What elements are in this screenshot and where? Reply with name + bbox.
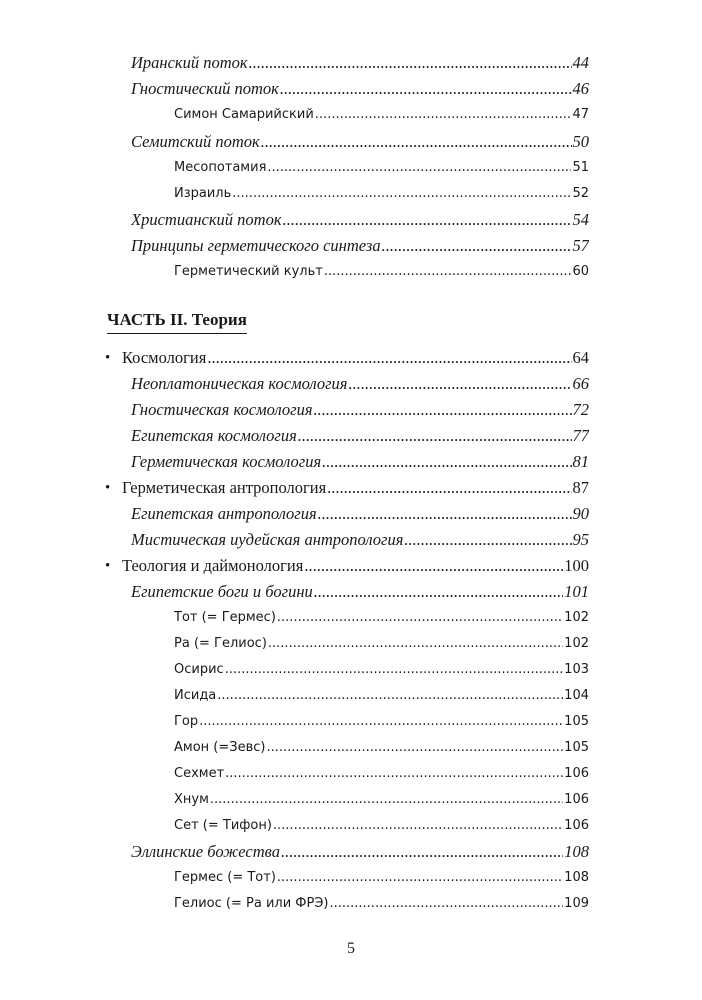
toc-entry <box>131 400 589 420</box>
toc-entry <box>131 582 589 602</box>
toc-entry-label: Гермес (= Тот) <box>174 870 276 885</box>
leader-dots <box>232 186 571 201</box>
toc-entry-page: 46 <box>572 79 589 98</box>
toc-entry-page: 54 <box>572 210 589 229</box>
toc-entry <box>131 530 589 550</box>
toc-entry-label: Месопотамия <box>174 160 267 175</box>
toc-entry <box>131 452 589 472</box>
leader-dots <box>249 53 572 73</box>
toc-entry-label: Семитский поток <box>131 132 260 151</box>
leader-dots <box>329 896 563 911</box>
toc-subentry <box>174 186 589 201</box>
toc-entry-page: 106 <box>564 818 589 833</box>
toc-entry-label: Гностический поток <box>131 79 279 98</box>
leader-dots <box>199 714 563 729</box>
leader-dots <box>314 400 572 420</box>
toc-entry-page: 66 <box>572 374 589 393</box>
toc-entry-page: 105 <box>564 740 589 755</box>
leader-dots <box>261 132 572 152</box>
toc-entry-label: Герметическая антропология <box>122 478 327 497</box>
toc-subentry <box>174 792 589 807</box>
leader-dots <box>404 530 571 550</box>
part-heading: ЧАСТЬ II. Теория <box>107 310 247 334</box>
toc-entry-label: Египетская антропология <box>131 504 317 523</box>
toc-subentry <box>174 160 589 175</box>
toc-entry-page: 47 <box>572 107 589 122</box>
toc-entry-label: Амон (=Зевс) <box>174 740 266 755</box>
leader-dots <box>225 766 563 781</box>
toc-subentry <box>174 636 589 651</box>
toc-subentry <box>174 688 589 703</box>
leader-dots <box>315 107 572 122</box>
toc-entry-page: 100 <box>564 556 589 575</box>
leader-dots <box>210 792 563 807</box>
toc-entry-label: Ра (= Гелиос) <box>174 636 267 651</box>
toc-entry-label: Гностическая космология <box>131 400 313 419</box>
toc-entry-page: 64 <box>572 348 589 367</box>
toc-entry-label: Иранский поток <box>131 53 248 72</box>
toc-entry <box>131 79 589 99</box>
toc-subentry <box>174 714 589 729</box>
toc-entry-page: 104 <box>564 688 589 703</box>
toc-entry-label: Египетские боги и богини <box>131 582 313 601</box>
toc-entry-label: Израиль <box>174 186 232 201</box>
leader-dots <box>280 79 572 99</box>
toc-entry-page: 95 <box>572 530 589 549</box>
toc-entry <box>131 504 589 524</box>
toc-entry-page: 72 <box>572 400 589 419</box>
toc-entry-label: Неоплатоническая космология <box>131 374 348 393</box>
toc-entry-page: 102 <box>564 610 589 625</box>
toc-entry <box>131 210 589 230</box>
toc-entry-page: 77 <box>572 426 589 445</box>
toc-subentry <box>174 264 589 279</box>
toc-subentry <box>174 107 589 122</box>
toc-entry <box>131 374 589 394</box>
toc-entry-page: 51 <box>572 160 589 175</box>
leader-dots <box>217 688 563 703</box>
toc-subentry <box>174 818 589 833</box>
toc-subentry <box>174 896 589 911</box>
toc-entry-page: 57 <box>572 236 589 255</box>
toc-subentry <box>174 766 589 781</box>
leader-dots <box>314 582 564 602</box>
toc-entry-page: 81 <box>572 452 589 471</box>
toc-entry-page: 108 <box>564 870 589 885</box>
leader-dots <box>268 636 563 651</box>
leader-dots <box>327 478 571 498</box>
toc-entry-label: Космология <box>122 348 207 367</box>
toc-entry <box>131 53 589 73</box>
toc-entry-page: 50 <box>572 132 589 151</box>
toc-entry-page: 101 <box>564 582 589 601</box>
leader-dots <box>266 740 563 755</box>
toc-subentry <box>174 662 589 677</box>
toc-entry-label: Эллинские божества <box>131 842 280 861</box>
toc-entry-page: 102 <box>564 636 589 651</box>
toc-entry-page: 106 <box>564 766 589 781</box>
leader-dots <box>382 236 572 256</box>
leader-dots <box>322 452 571 472</box>
leader-dots <box>281 842 563 862</box>
toc-entry-page: 52 <box>572 186 589 201</box>
bullet: • <box>105 558 111 574</box>
leader-dots <box>318 504 572 524</box>
toc-entry-page: 103 <box>564 662 589 677</box>
toc-subentry <box>174 870 589 885</box>
toc-entry-label: Тот (= Гермес) <box>174 610 276 625</box>
toc-entry <box>131 842 589 862</box>
toc-entry-label: Теология и даймонология <box>122 556 304 575</box>
toc-subentry <box>174 610 589 625</box>
toc-entry-page: 108 <box>564 842 589 861</box>
toc-entry-label: Гелиос (= Ра или ФРЭ) <box>174 896 329 911</box>
toc-entry-label: Египетская космология <box>131 426 297 445</box>
leader-dots <box>324 264 572 279</box>
bullet: • <box>105 350 111 366</box>
page-number: 5 <box>347 940 355 957</box>
toc-entry <box>131 236 589 256</box>
leader-dots <box>277 610 563 625</box>
toc-entry-page: 87 <box>572 478 589 497</box>
toc-entry-label: Принципы герметического синтеза <box>131 236 381 255</box>
toc-entry <box>131 426 589 446</box>
toc-entry-label: Осирис <box>174 662 224 677</box>
toc-entry-label: Сет (= Тифон) <box>174 818 272 833</box>
toc-entry-page: 90 <box>572 504 589 523</box>
toc-entry-label: Герметическая космология <box>131 452 322 471</box>
toc-section <box>122 348 589 368</box>
leader-dots <box>267 160 571 175</box>
leader-dots <box>225 662 563 677</box>
leader-dots <box>273 818 563 833</box>
toc-section <box>122 478 589 498</box>
leader-dots <box>298 426 572 446</box>
leader-dots <box>283 210 572 230</box>
toc-subentry <box>174 740 589 755</box>
toc-entry-page: 106 <box>564 792 589 807</box>
toc-entry-label: Христианский поток <box>131 210 282 229</box>
leader-dots <box>304 556 563 576</box>
toc-entry-label: Исида <box>174 688 217 703</box>
toc-entry-label: Мистическая иудейская антропология <box>131 530 404 549</box>
toc-entry <box>131 132 589 152</box>
toc-entry-label: Гор <box>174 714 199 729</box>
toc-entry-page: 44 <box>572 53 589 72</box>
toc-entry-label: Симон Самарийский <box>174 107 314 122</box>
toc-entry-page: 109 <box>564 896 589 911</box>
toc-entry-page: 60 <box>572 264 589 279</box>
leader-dots <box>277 870 563 885</box>
toc-entry-label: Хнум <box>174 792 209 807</box>
toc-section <box>122 556 589 576</box>
toc-entry-label: Сехмет <box>174 766 225 781</box>
bullet: • <box>105 480 111 496</box>
leader-dots <box>348 374 571 394</box>
leader-dots <box>207 348 571 368</box>
toc-entry-page: 105 <box>564 714 589 729</box>
toc-entry-label: Герметический культ <box>174 264 323 279</box>
